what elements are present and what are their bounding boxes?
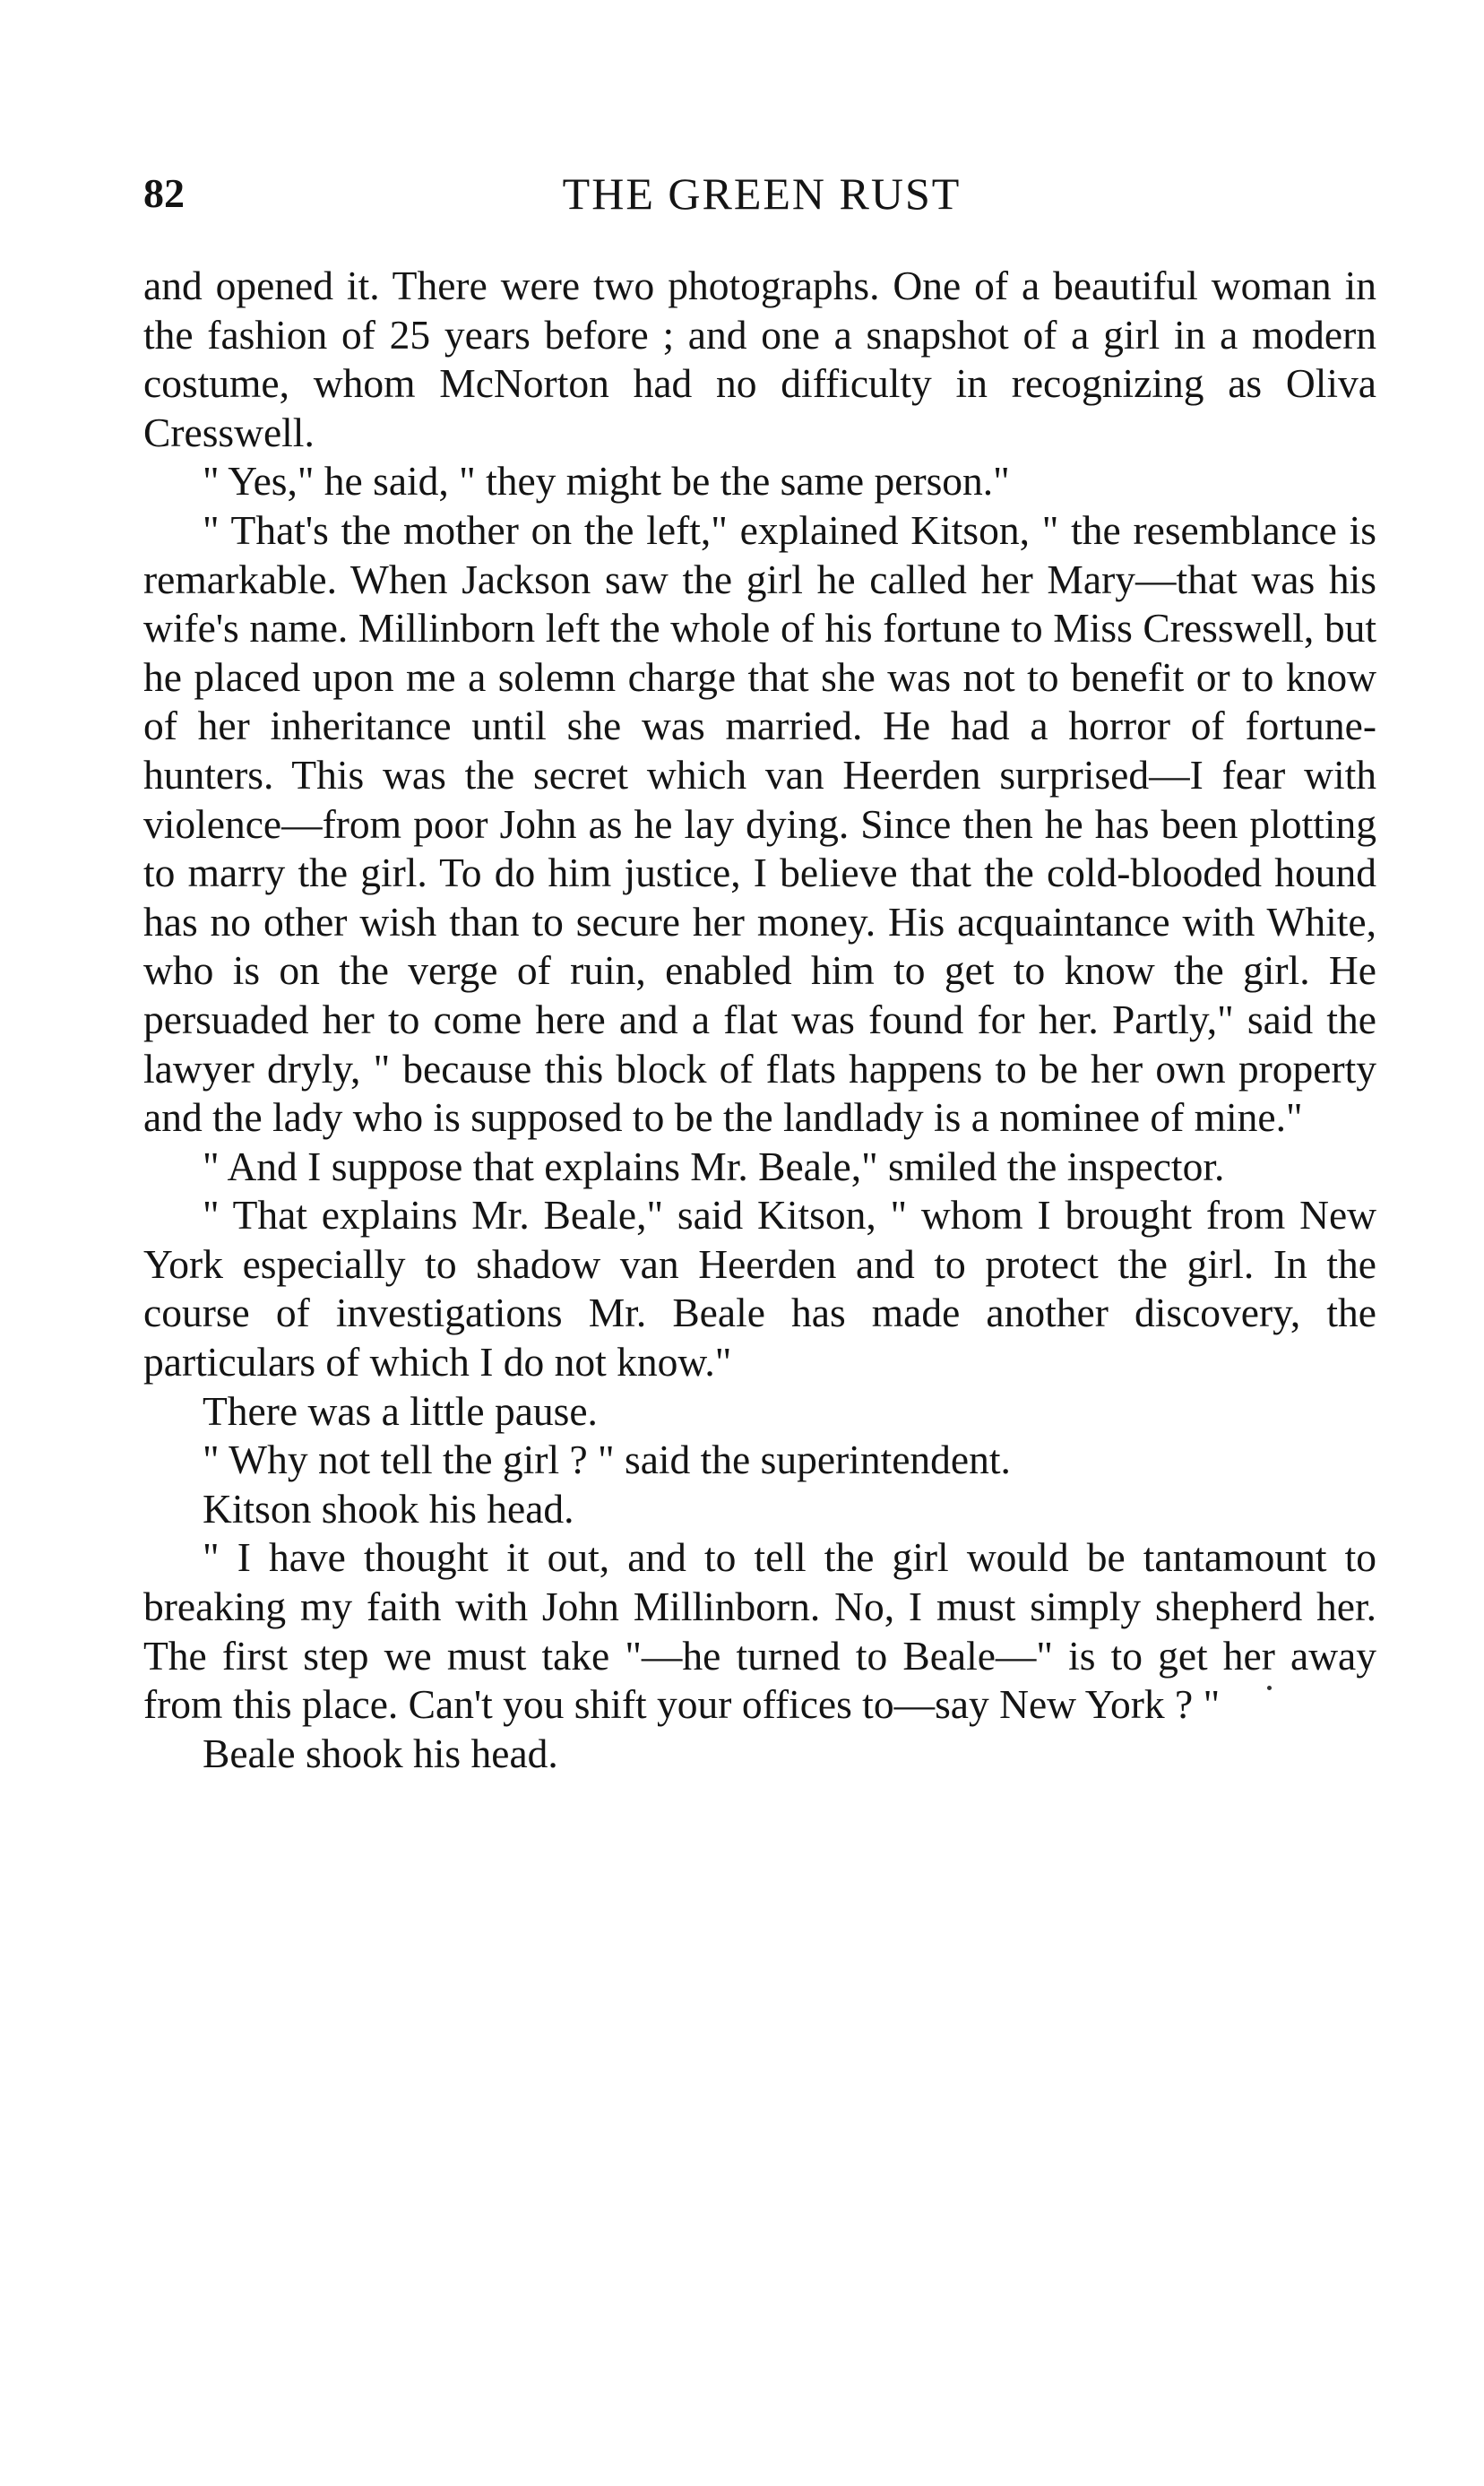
page-header	[143, 167, 1380, 220]
print-speck	[1267, 1686, 1272, 1690]
paragraph: " Yes," he said, " they might be the same person."	[203, 458, 1010, 505]
body-text	[143, 262, 1376, 1778]
paragraph: and opened it. There were two photographs. One of a beautiful woman in the fashion of 25 years before ; and one a snapshot of a girl in a modern costume, whom McNorton had no difficulty in recognizing as Oliva Cresswell.	[143, 263, 1376, 455]
paragraph: " Why not tell the girl ? " said the superintendent.	[203, 1437, 1011, 1483]
paragraph: " That explains Mr. Beale," said Kitson, " whom I brought from New York especially to shadow van Heerden and to protect the girl. In the course of investigations Mr. Beale has made another discovery, the particulars of which I do not know."	[143, 1192, 1376, 1385]
running-head-title: THE GREEN RUST	[562, 168, 962, 219]
page-number: 82	[143, 170, 185, 216]
paragraph: " I have thought it out, and to tell the girl would be tantamount to breaking my faith with John Millinborn. No, I must simply shepherd her. The first step we must take "—he turned to Beale—" is to get her away from this place. Can't you shift your offices to—say New York ? "	[143, 1534, 1376, 1728]
paragraph: Beale shook his head.	[203, 1730, 558, 1776]
paragraph: There was a little pause.	[203, 1387, 598, 1434]
paragraph: " That's the mother on the left," explained Kitson, " the resemblance is remarkable. When Jackson saw the girl he called her Mary—that was his wife's name. Millinborn left the whole of his fortune to Miss Cresswell, but he placed upon me a solemn charge that she was not to benefit or to know of her inheritance until she was married. He had a horror of fortune-hunters. This was the secret which van Heerden surprised—I fear with violence—from poor John as he lay dying. Since then he has been plotting to marry the girl. To do him justice, I believe that the cold-blooded hound has no other wish than to secure her money. His acquaintance with White, who is on the verge of ruin, enabled him to get to know the girl. He persuaded her to come here and a flat was found for her. Partly," said the lawyer dryly, " because this block of flats happens to be her own property and the lady who is supposed to be the landlady is a nominee of mine."	[143, 506, 1376, 1141]
paragraph: " And I suppose that explains Mr. Beale," smiled the inspector.	[203, 1143, 1225, 1189]
paragraph: Kitson shook his head.	[203, 1485, 574, 1532]
